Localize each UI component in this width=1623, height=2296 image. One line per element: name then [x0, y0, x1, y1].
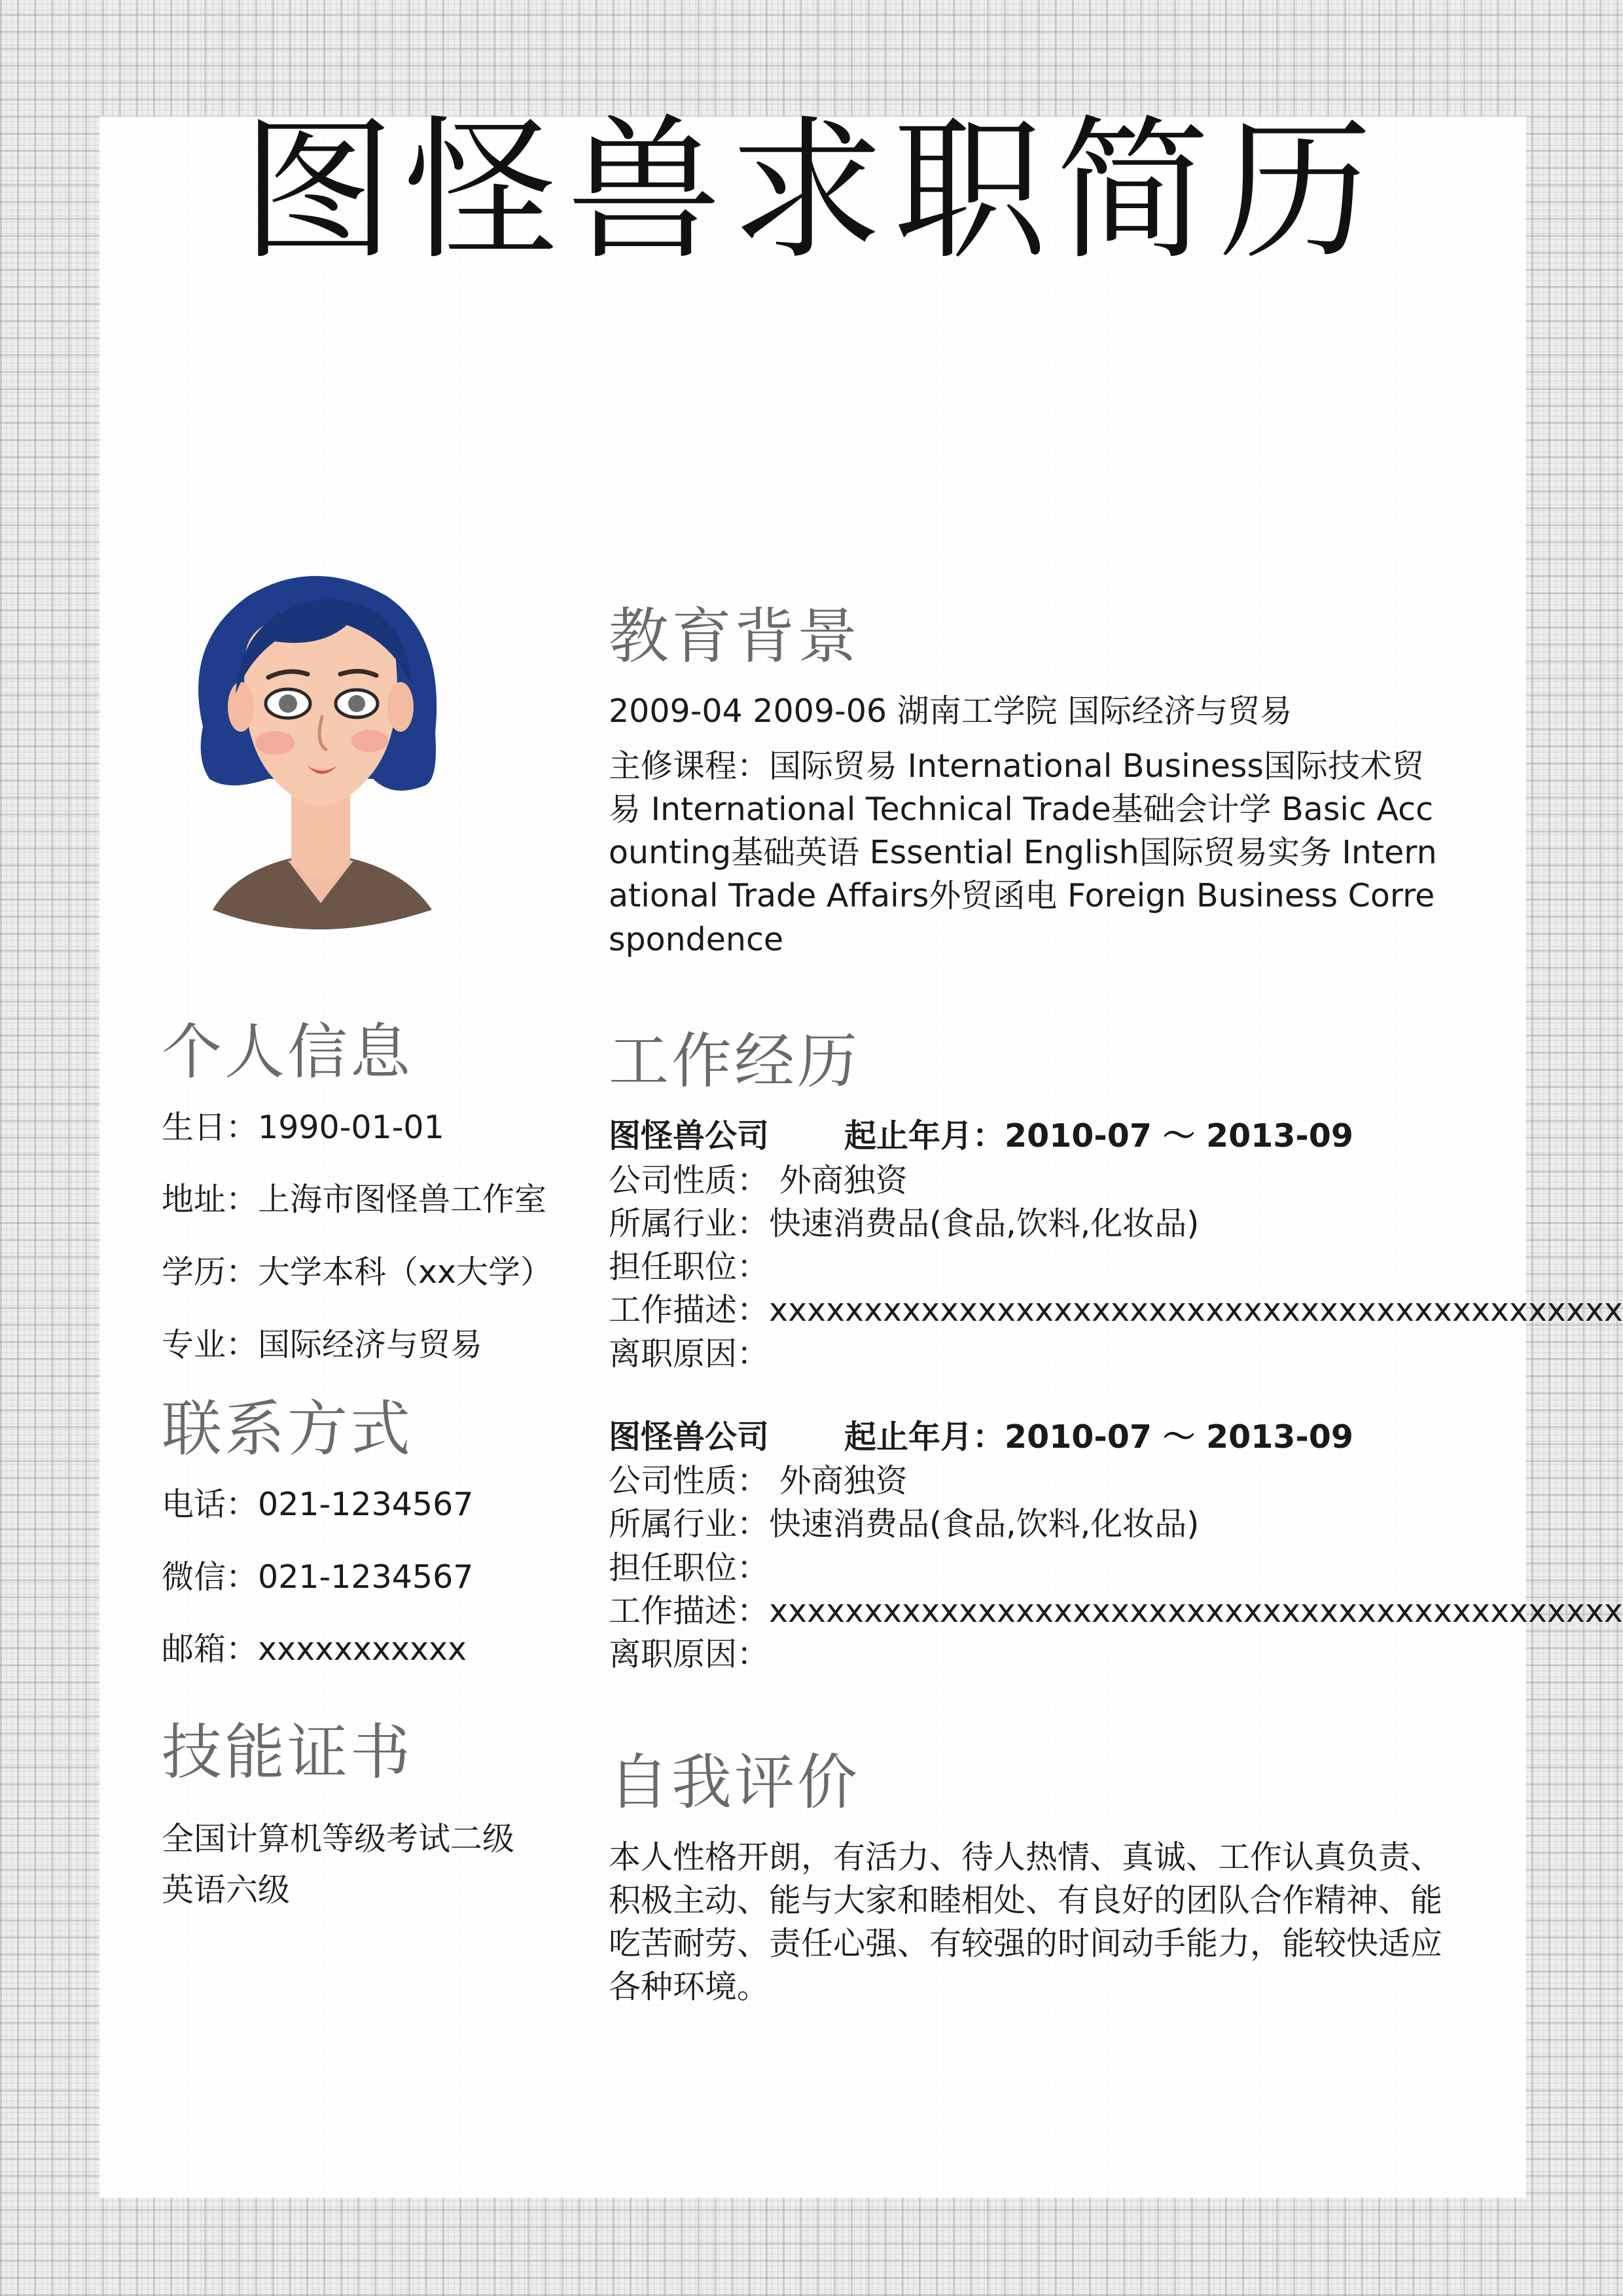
job-entry: [609, 1415, 1623, 1676]
left-column: [162, 1018, 567, 1916]
skill-item: 英语六级: [162, 1871, 291, 1909]
work-heading: 工作经历: [609, 1026, 861, 1096]
job-period-label: 起止年月：: [844, 1117, 1005, 1155]
job-nature: 公司性质： 外商独资: [609, 1462, 908, 1500]
email-line: 邮箱：xxxxxxxxxxx: [162, 1630, 467, 1668]
birthday-line: 生日：1990-01-01: [162, 1108, 444, 1146]
education-courses: 主修课程：国际贸易 International Business国际技术贸易 International Technical Trade基础会计学 Basic Accounting基础英语 Essential English国际贸易实务 International Trade Affairs外贸函电 Foreign Business Correspondence: [609, 747, 1437, 958]
self-eval-text: 本人性格开朗，有活力、待人热情、真诚、工作认真负责、积极主动、能与大家和睦相处、有良好的团队合作精神、能吃苦耐劳、责任心强、有较强的时间动手能力，能较快适应各种环境。: [609, 1838, 1443, 2006]
major-line: 专业：国际经济与贸易: [162, 1325, 483, 1363]
job-nature: 公司性质： 外商独资: [609, 1162, 908, 1200]
job-header: [609, 1415, 1446, 1460]
page-title: 图怪兽求职简历: [241, 102, 1382, 281]
job-company: 图怪兽公司: [609, 1117, 770, 1155]
job-period: 2010-07 ～ 2013-09: [1005, 1117, 1353, 1155]
job-entry: [609, 1114, 1623, 1375]
education-heading: 教育背景: [609, 601, 861, 672]
contact-heading: 联系方式: [162, 1394, 414, 1465]
job-leave-reason: 离职原因：: [609, 1635, 770, 1673]
phone-line: 电话：021-1234567: [162, 1485, 474, 1523]
job-company: 图怪兽公司: [609, 1418, 770, 1456]
job-description: 工作描述：xxxxxxxxxxxxxxxxxxxxxxxxxxxxxxxxxxxxxxxxxxxxx: [609, 1592, 1623, 1630]
job-header: [609, 1114, 1446, 1159]
job-industry: 所属行业：快速消费品(食品,饮料,化妆品): [609, 1205, 1200, 1243]
skill-item: 全国计算机等级考试二级: [162, 1820, 515, 1857]
job-description: 工作描述：xxxxxxxxxxxxxxxxxxxxxxxxxxxxxxxxxxxxxxxxxxxxx: [609, 1291, 1623, 1329]
skills-heading: 技能证书: [162, 1717, 414, 1787]
education-line: 2009-04 2009-06 湖南工学院 国际经济与贸易: [609, 692, 1293, 730]
right-column: [609, 601, 1623, 2009]
avatar: [177, 563, 465, 929]
job-leave-reason: 离职原因：: [609, 1335, 770, 1372]
wechat-line: 微信：021-1234567: [162, 1558, 474, 1596]
job-period: 2010-07 ～ 2013-09: [1005, 1418, 1353, 1456]
address-line: 地址：上海市图怪兽工作室: [162, 1181, 547, 1219]
job-position: 担任职位：: [609, 1549, 770, 1587]
job-position: 担任职位：: [609, 1248, 770, 1286]
self-eval-heading: 自我评价: [609, 1748, 861, 1818]
degree-line: 学历：大学本科（xx大学）: [162, 1253, 553, 1291]
personal-info-heading: 个人信息: [162, 1017, 414, 1087]
job-industry: 所属行业：快速消费品(食品,饮料,化妆品): [609, 1505, 1200, 1543]
job-period-label: 起止年月：: [844, 1418, 1005, 1456]
